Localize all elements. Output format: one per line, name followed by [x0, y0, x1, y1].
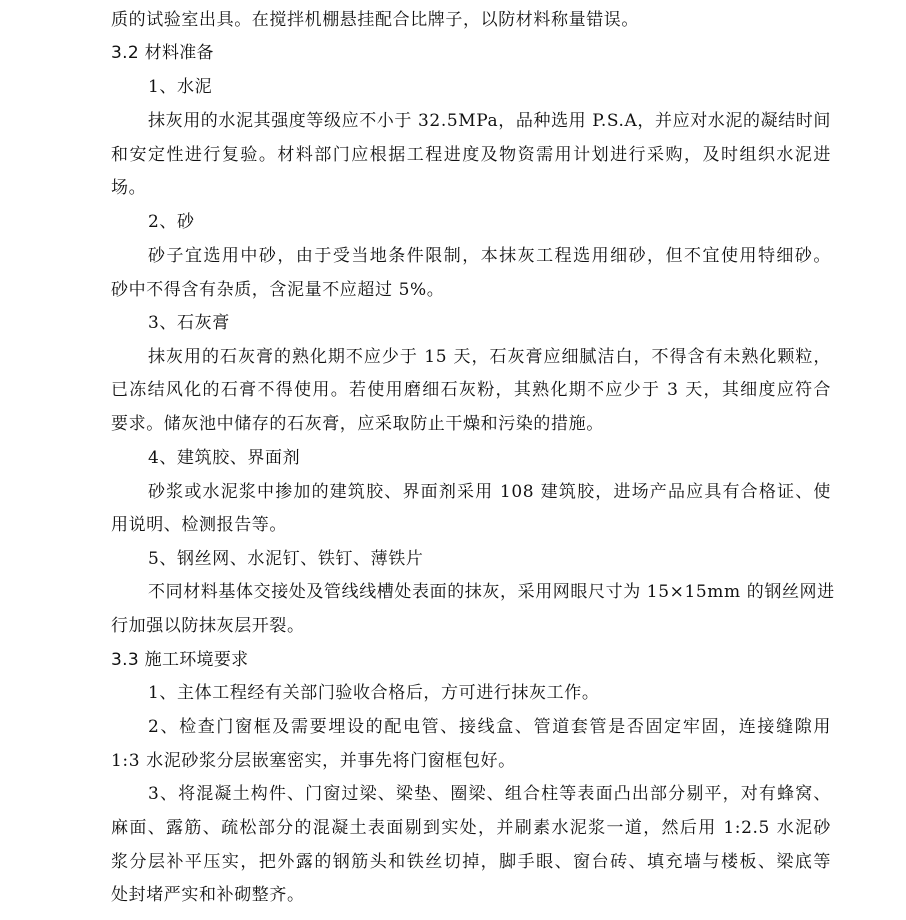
list-item: 1、主体工程经有关部门验收合格后，方可进行抹灰工作。 [148, 683, 600, 703]
list-item: 2、检查门窗框及需要埋设的配电管、接线盒、管道套管是否固定牢固，连接缝隙用 [148, 717, 831, 737]
paragraph-line: 场。 [111, 178, 147, 198]
paragraph-line: 抹灰用的石灰膏的熟化期不应少于 15 天，石灰膏应细腻洁白，不得含有未熟化颗粒， [148, 347, 831, 367]
paragraph-line: 砂子宜选用中砂，由于受当地条件限制，本抹灰工程选用细砂，但不宜使用特细砂。 [148, 246, 831, 266]
paragraph-line: 和安定性进行复验。材料部门应根据工程进度及物资需用计划进行采购，及时组织水泥进 [111, 145, 831, 165]
section-heading-3-3: 3.3 施工环境要求 [111, 650, 249, 670]
subheading-steel-mesh-nails: 5、钢丝网、水泥钉、铁钉、薄铁片 [148, 549, 424, 569]
paragraph-line: 1:3 水泥砂浆分层嵌塞密实，并事先将门窗框包好。 [111, 751, 516, 771]
paragraph-line: 麻面、露筋、疏松部分的混凝土表面剔到实处，并刷素水泥浆一道，然后用 1:2.5 水泥砂 [111, 818, 831, 838]
subheading-cement: 1、水泥 [148, 77, 213, 97]
paragraph-line: 用说明、检测报告等。 [111, 515, 287, 535]
subheading-sand: 2、砂 [148, 212, 195, 232]
subheading-adhesive-interface-agent: 4、建筑胶、界面剂 [148, 448, 301, 468]
paragraph-line: 质的试验室出具。在搅拌机棚悬挂配合比牌子，以防材料称量错误。 [111, 10, 639, 30]
section-heading-3-2: 3.2 材料准备 [111, 43, 214, 63]
paragraph-line: 要求。储灰池中储存的石灰膏，应采取防止干燥和污染的措施。 [111, 414, 604, 434]
paragraph-line: 抹灰用的水泥其强度等级应不小于 32.5MPa，品种选用 P.S.A，并应对水泥的凝结时间 [148, 111, 831, 131]
list-item: 3、将混凝土构件、门窗过梁、梁垫、圈梁、组合柱等表面凸出部分剔平，对有蜂窝、 [148, 784, 831, 804]
paragraph-line: 砂中不得含有杂质，含泥量不应超过 5%。 [111, 280, 445, 300]
subheading-lime-putty: 3、石灰膏 [148, 313, 230, 333]
paragraph-line: 不同材料基体交接处及管线线槽处表面的抹灰，采用网眼尺寸为 15×15mm 的钢丝网进 [148, 582, 835, 602]
paragraph-line: 砂浆或水泥浆中掺加的建筑胶、界面剂采用 108 建筑胶，进场产品应具有合格证、使 [148, 482, 831, 502]
paragraph-line: 处封堵严实和补砌整齐。 [111, 885, 305, 905]
paragraph-line: 已冻结风化的石膏不得使用。若使用磨细石灰粉，其熟化期不应少于 3 天，其细度应符合 [111, 380, 831, 400]
paragraph-line: 行加强以防抹灰层开裂。 [111, 616, 305, 636]
paragraph-line: 浆分层补平压实，把外露的钢筋头和铁丝切掉，脚手眼、窗台砖、填充墙与楼板、梁底等 [111, 852, 831, 872]
